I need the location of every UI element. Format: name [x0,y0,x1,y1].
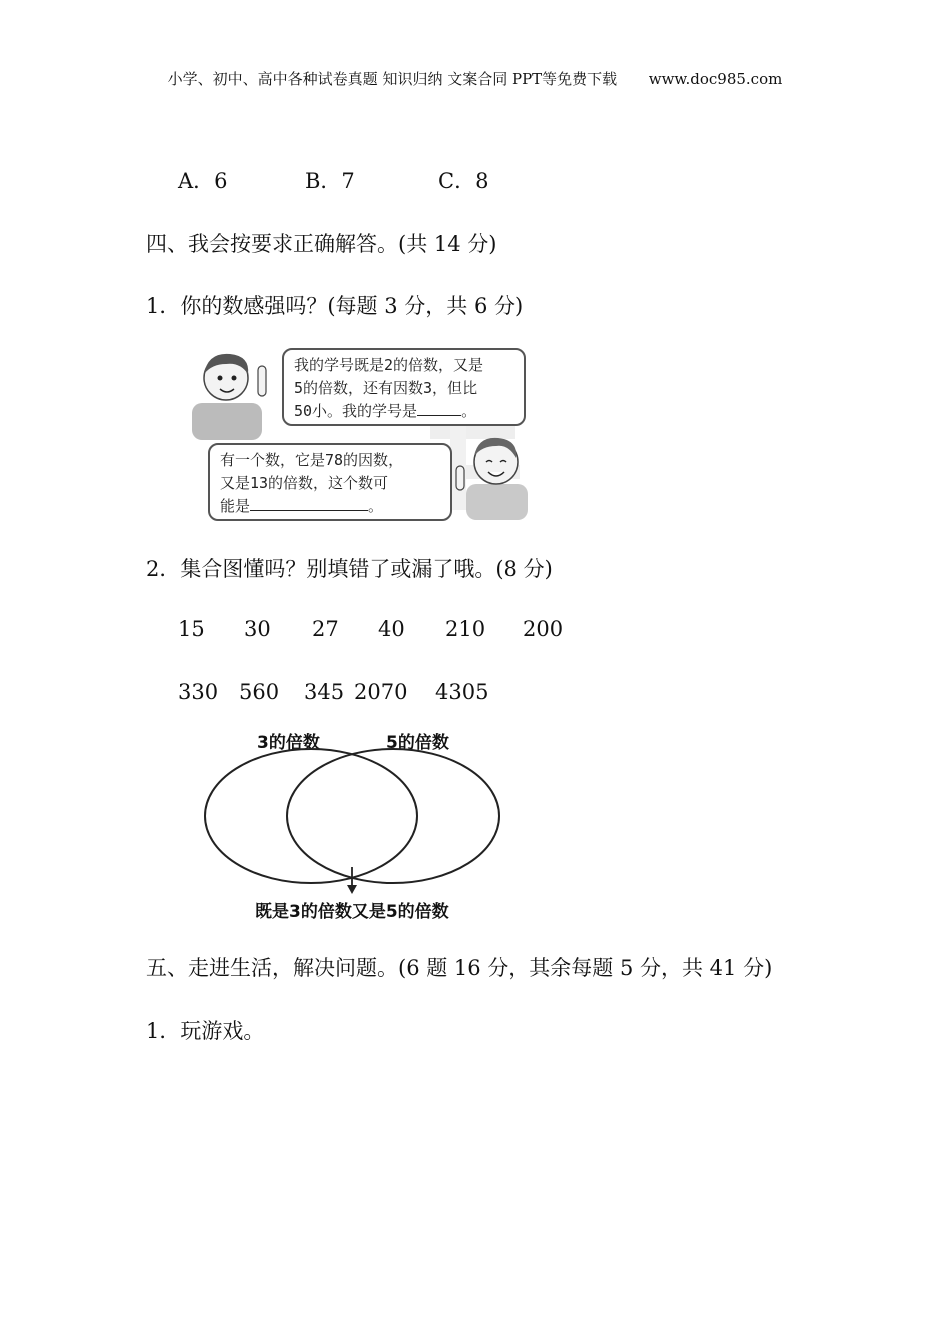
answer-blank-1[interactable] [417,401,461,416]
bubble2-line-1: 有一个数，它是78的因数， [220,451,404,469]
venn-right-circle [287,749,499,883]
bubble1-line-3: 50小。我的学号是 [294,402,418,420]
venn-right-label: 5的倍数 [386,733,449,753]
venn-diagram [195,745,515,895]
option-c: C．8 [438,169,489,193]
number-item: 2070 [354,680,408,704]
question-1-title: 1．你的数感强吗？(每题 3 分，共 6 分) [146,294,524,318]
number-item: 4305 [435,680,489,704]
bubble2-line-2: 又是13的倍数，这个数可 [220,474,389,492]
section5-title: 五、走进生活，解决问题。(6 题 16 分，其余每题 5 分，共 41 分) [146,956,773,980]
header-text: 小学、初中、高中各种试卷真题 知识归纳 文案合同 PPT等免费下载 [167,70,618,88]
bubble2-line-3: 能是 [220,497,251,515]
bubble1-line-2: 5的倍数，还有因数3，但比 [294,379,478,397]
question-2-title: 2．集合图懂吗？别填错了或漏了哦。(8 分) [146,557,553,581]
venn-left-circle [205,749,417,883]
number-item: 330 [178,680,219,704]
bubble1-period: 。 [461,402,477,420]
header-url: www.doc985.com [648,70,783,88]
speech-bubble-2 [208,443,452,521]
number-item: 210 [445,617,486,641]
venn-left-label: 3的倍数 [257,733,320,753]
boy-right-illustration [452,432,532,520]
option-b: B．7 [305,169,355,193]
bubble2-period: 。 [368,497,384,515]
number-item: 40 [378,617,405,641]
boy-left-illustration [190,348,280,440]
section5-question-1: 1．玩游戏。 [146,1019,265,1043]
arrow-down-icon [347,885,357,894]
page-header [0,68,950,89]
option-a: A．6 [178,169,228,193]
dialog-illustration [190,340,540,525]
number-item: 27 [312,617,339,641]
number-item: 200 [523,617,564,641]
bubble1-line-1: 我的学号既是2的倍数，又是 [294,356,484,374]
number-item: 560 [239,680,280,704]
number-item: 30 [244,617,271,641]
section4-title: 四、我会按要求正确解答。(共 14 分) [146,232,497,256]
speech-bubble-1 [282,348,526,426]
answer-blank-2[interactable] [250,496,368,511]
number-item: 15 [178,617,205,641]
number-item: 345 [304,680,345,704]
venn-intersection-label: 既是3的倍数又是5的倍数 [255,902,449,922]
